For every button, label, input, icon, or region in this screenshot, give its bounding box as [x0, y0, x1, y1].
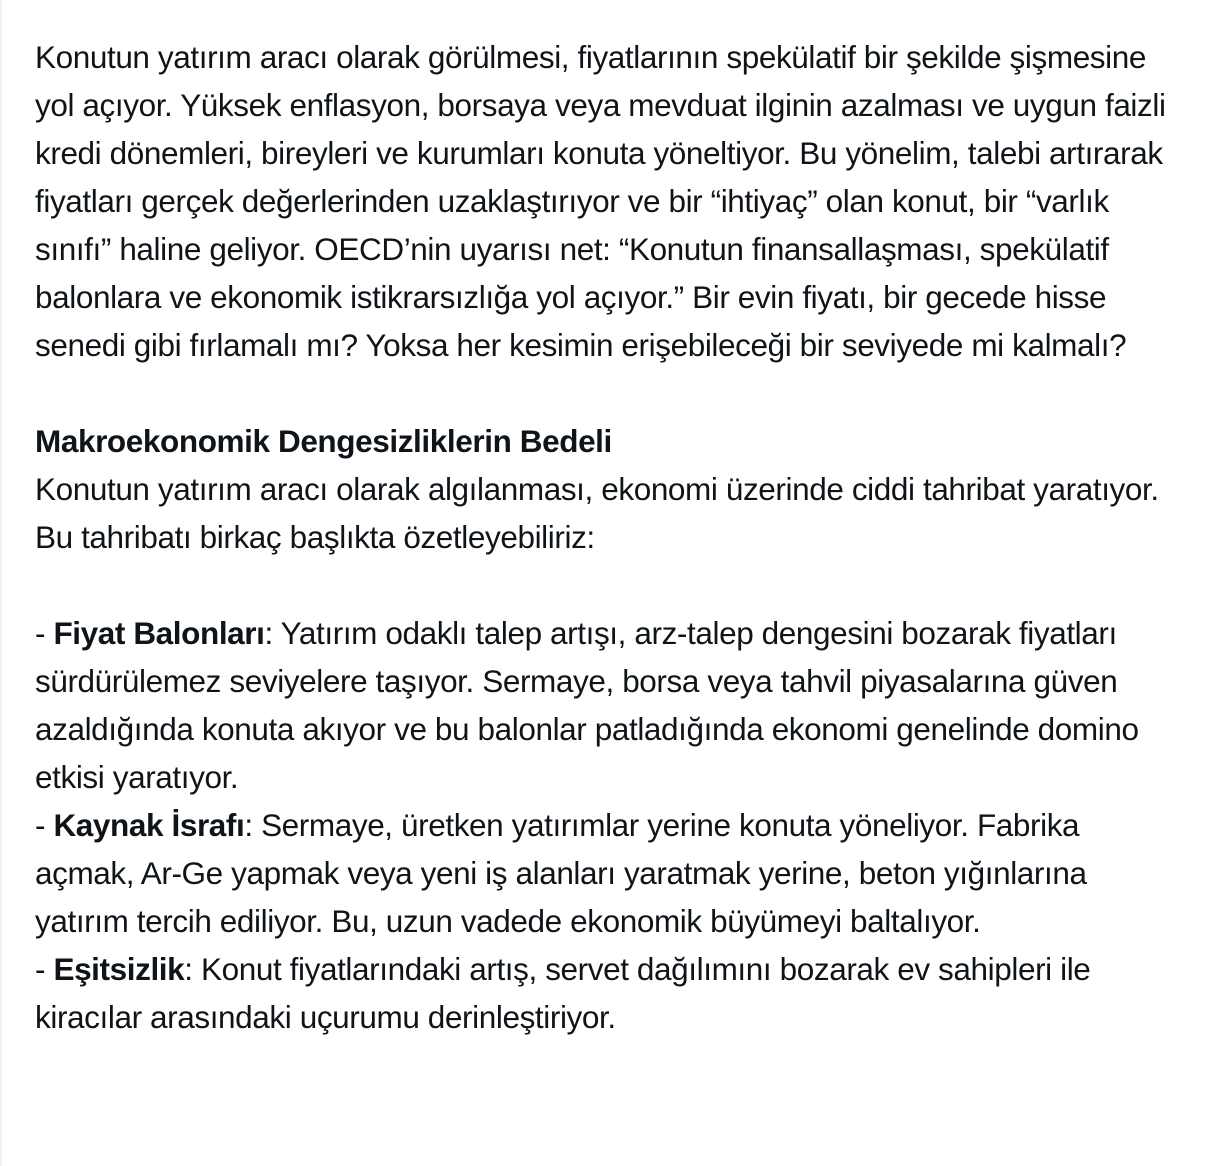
- section-heading: Makroekonomik Dengesizliklerin Bedeli: [35, 423, 612, 459]
- intro-paragraph: Konutun yatırım aracı olarak görülmesi, fiyatlarının spekülatif bir şekilde şişmesine yol açıyor. Yüksek enflasyon, borsaya veya mevduat ilginin azalması ve uygun faizli kredi dönemleri, bireyleri ve kurumları konuta yöneltiyor. Bu yönelim, talebi artırarak fiyatları gerçek değerlerinden uzaklaştırıyor ve bir “ihtiyaç” olan konut, bir “varlık sınıfı” haline geliyor. OECD’nin uyarısı net: “Konutun finansallaşması, spekülatif balonlara ve ekonomik istikrarsızlığa yol açıyor.” Bir evin fiyatı, bir gecede hisse senedi gibi fırlamalı mı? Yoksa her kesimin erişebileceği bir seviyede mi kalmalı?: [35, 39, 1166, 363]
- list-item-term: Kaynak İsrafı: [53, 807, 245, 843]
- list-item-prefix: -: [35, 615, 54, 651]
- list-item-esitsizlik: [35, 945, 1185, 1041]
- post-text: [35, 33, 1185, 1041]
- left-divider: [0, 0, 2, 1166]
- paragraph-spacer: [35, 369, 1185, 417]
- list-item-term: Fiyat Balonları: [53, 615, 265, 651]
- list-item-text: : Yatırım odaklı talep artışı, arz-talep dengesini bozarak fiyatları sürdürülemez seviyelere taşıyor. Sermaye, borsa veya tahvil piyasalarına güven azaldığında konuta akıyor ve bu balonlar patladığında ekonomi genelinde domino etkisi yaratıyor.: [35, 615, 1139, 795]
- list-item-fiyat-balonlari: [35, 609, 1185, 801]
- list-item-text: : Konut fiyatlarındaki artış, servet dağılımını bozarak ev sahipleri ile kiracılar arasındaki uçurumu derinleştiriyor.: [35, 951, 1091, 1035]
- list-item-text: : Sermaye, üretken yatırımlar yerine konuta yöneliyor. Fabrika açmak, Ar-Ge yapmak veya yeni iş alanları yaratmak yerine, beton yığınlarına yatırım tercih ediliyor. Bu, uzun vadede ekonomik büyümeyi baltalıyor.: [35, 807, 1087, 939]
- list-item-kaynak-israfi: [35, 801, 1185, 945]
- list-item-term: Eşitsizlik: [53, 951, 185, 987]
- list-item-prefix: -: [35, 951, 54, 987]
- section-intro: Konutun yatırım aracı olarak algılanması, ekonomi üzerinde ciddi tahribat yaratıyor. Bu tahribatı birkaç başlıkta özetleyebiliriz:: [35, 471, 1159, 555]
- list-item-prefix: -: [35, 807, 54, 843]
- paragraph-spacer: [35, 561, 1185, 609]
